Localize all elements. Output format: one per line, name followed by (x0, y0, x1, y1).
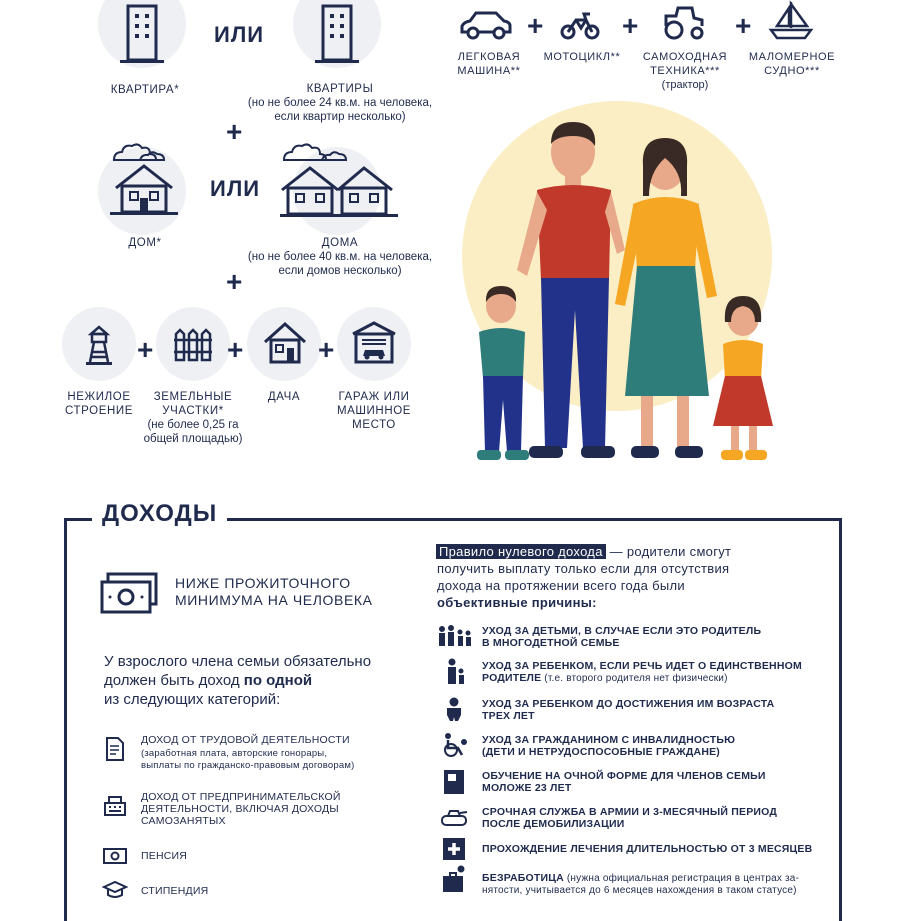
garage-icon (350, 320, 398, 366)
plus-sign: + (137, 334, 154, 365)
boat-label-1: МАЛОМЕРНОЕ (748, 51, 836, 63)
adult-text-line-2 (104, 671, 312, 690)
plus-sign: + (226, 116, 243, 147)
car-label-2: МАШИНА** (457, 65, 521, 77)
plus-sign: + (226, 266, 243, 297)
boat-icon (767, 0, 815, 42)
dacha-label: ДАЧА (267, 391, 301, 403)
reason-6-line-2: ПОСЛЕ ДЕМОБИЛИЗАЦИИ (482, 818, 625, 830)
category-2-line-2: ДЕЯТЕЛЬНОСТИ, ВКЛЮЧАЯ ДОХОДЫ (141, 803, 339, 815)
or-label-1: ИЛИ (214, 22, 265, 47)
reason-5-line-1: ОБУЧЕНИЕ НА ОЧНОЙ ФОРМЕ ДЛЯ ЧЛЕНОВ СЕМЬИ (482, 770, 766, 782)
below-minimum-line-2: МИНИМУМА НА ЧЕЛОВЕКА (175, 592, 373, 608)
zero-rule-line-2: получить выплату только если для отсутствия (437, 561, 730, 576)
adult-text-line-1: У взрослого члена семьи обязательно (104, 653, 372, 670)
zero-rule-dash: — родители смогут (605, 544, 732, 559)
car-icon (458, 8, 514, 42)
category-2-line-1: ДОХОД ОТ ПРЕДПРИНИМАТЕЛЬСКОЙ (141, 791, 341, 803)
income-title: ДОХОДЫ (92, 500, 227, 528)
book-icon (443, 769, 465, 795)
tech-label-2: ТЕХНИКА*** (650, 65, 720, 77)
adult-text-line-2a: должен быть доход (104, 672, 244, 689)
plus-sign: + (527, 10, 544, 41)
category-2-line-3: САМОЗАНЯТЫХ (141, 815, 226, 827)
adult-text-line-2b: по одной (243, 672, 313, 689)
land-label-2: УЧАСТКИ* (162, 405, 224, 417)
unemployed-icon (441, 864, 469, 894)
adult-text-line-3: из следующих категорий: (104, 691, 281, 708)
boat-label-2: СУДНО*** (764, 65, 820, 77)
reason-2-line-1: УХОД ЗА РЕБЕНКОМ, ЕСЛИ РЕЧЬ ИДЕТ О ЕДИНСТВЕННОМ (482, 660, 802, 672)
nonresidential-label-2: СТРОЕНИЕ (64, 405, 134, 417)
plus-sign: + (227, 334, 244, 365)
medical-cross-icon (443, 838, 465, 860)
reason-5-line-2: МОЛОЖЕ 23 ЛЕТ (482, 782, 572, 794)
garage-label-2: МАШИННОЕ (336, 405, 412, 417)
apartment-label: КВАРТИРА* (110, 84, 180, 96)
zero-rule-line-4: объективные причины: (437, 595, 597, 610)
category-1-title: ДОХОД ОТ ТРУДОВОЙ ДЕЯТЕЛЬНОСТИ (141, 734, 350, 746)
apartments-building-icon (313, 4, 361, 64)
single-parent-icon (444, 658, 466, 686)
apartments-label: КВАРТИРЫ (306, 83, 374, 95)
category-1-sub-1: (заработная плата, авторские гонорары, (141, 748, 328, 759)
houses-label: ДОМА (321, 237, 359, 249)
banknote-icon (100, 572, 158, 614)
houses-note-1: (но не более 40 кв.м. на человека, (247, 251, 433, 263)
land-note-1: (не более 0,25 га (147, 419, 239, 431)
tank-icon (440, 808, 468, 828)
reason-8-title: БЕЗРАБОТИЦА (482, 872, 564, 884)
reason-4-line-1: УХОД ЗА ГРАЖДАНИНОМ С ИНВАЛИДНОСТЬЮ (482, 734, 736, 746)
reason-1-line-1: УХОД ЗА ДЕТЬМИ, В СЛУЧАЕ ЕСЛИ ЭТО РОДИТЕЛЬ (482, 625, 762, 637)
plus-sign: + (622, 10, 639, 41)
reason-8-line-2 (482, 884, 797, 897)
category-1-sub-2: выплаты по гражданско-правовым договорам) (141, 760, 355, 771)
motorcycle-icon (559, 8, 601, 42)
reason-2-parent-word: РОДИТЕЛЕ (482, 672, 542, 684)
reason-6-line-1: СРОЧНАЯ СЛУЖБА В АРМИИ И 3-МЕСЯЧНЫЙ ПЕРИОД (482, 806, 778, 818)
reason-4-line-2: (ДЕТИ И НЕТРУДОСПОСОБНЫЕ ГРАЖДАНЕ) (482, 746, 720, 758)
garage-label-3: МЕСТО (352, 419, 396, 431)
apartments-note-2: если квартир несколько) (274, 111, 406, 123)
tech-label-3: (трактор) (661, 79, 709, 91)
zero-rule-line-1 (436, 543, 731, 560)
land-label-1: ЗЕМЕЛЬНЫЕ (153, 391, 233, 403)
tech-label-1: САМОХОДНАЯ (642, 51, 728, 63)
plus-sign: + (318, 334, 335, 365)
apartments-note-1: (но не более 24 кв.м. на человека, (247, 97, 433, 109)
house-icon (106, 142, 182, 220)
cash-register-icon (103, 795, 127, 817)
graduation-cap-icon (102, 880, 128, 900)
category-3: ПЕНСИЯ (141, 850, 188, 862)
fence-icon (172, 326, 214, 364)
or-label-2: ИЛИ (210, 176, 261, 201)
apartment-building-icon (118, 4, 166, 64)
zero-rule-highlight: Правило нулевого дохода (436, 544, 606, 559)
tower-icon (84, 324, 114, 366)
reason-8-note-2: нятости, учитывается до 6 месяцев нахождения в таком статусе) (482, 885, 797, 896)
tractor-icon (660, 4, 708, 42)
reason-2-note: (т.е. второго родителя нет физически) (541, 673, 728, 684)
dacha-house-icon (262, 320, 308, 366)
pension-banknote-icon (102, 847, 128, 865)
land-note-2: общей площадью) (143, 433, 243, 445)
nonresidential-label-1: НЕЖИЛОЕ (67, 391, 131, 403)
baby-icon (444, 697, 464, 723)
car-label-1: ЛЕГКОВАЯ (457, 51, 521, 63)
reason-3-line-2: ТРЕХ ЛЕТ (482, 710, 535, 722)
plus-sign: + (735, 10, 752, 41)
reason-7: ПРОХОЖДЕНИЕ ЛЕЧЕНИЯ ДЛИТЕЛЬНОСТЬЮ ОТ 3 МЕСЯЦЕВ (482, 843, 813, 855)
many-children-icon (437, 624, 475, 648)
document-icon (104, 736, 126, 762)
motorcycle-label: МОТОЦИКЛ** (543, 51, 621, 63)
houses-note-2: если домов несколько) (278, 265, 402, 277)
houses-icon (278, 142, 402, 222)
reason-3-line-1: УХОД ЗА РЕБЕНКОМ ДО ДОСТИЖЕНИЯ ИМ ВОЗРАСТА (482, 698, 775, 710)
house-label: ДОМ* (128, 237, 162, 249)
category-4: СТИПЕНДИЯ (141, 885, 209, 897)
below-minimum-line-1: НИЖЕ ПРОЖИТОЧНОГО (175, 575, 351, 591)
garage-label-1: ГАРАЖ ИЛИ (338, 391, 410, 403)
zero-rule-line-3: дохода на протяжении всего года были (437, 578, 685, 593)
wheelchair-icon (440, 732, 468, 758)
reason-1-line-2: В МНОГОДЕТНОЙ СЕМЬЕ (482, 637, 620, 649)
family-illustration (455, 100, 795, 470)
reason-2-line-2 (482, 672, 728, 685)
reason-8-note-1: (нужна официальная регистрация в центрах за- (563, 873, 800, 884)
